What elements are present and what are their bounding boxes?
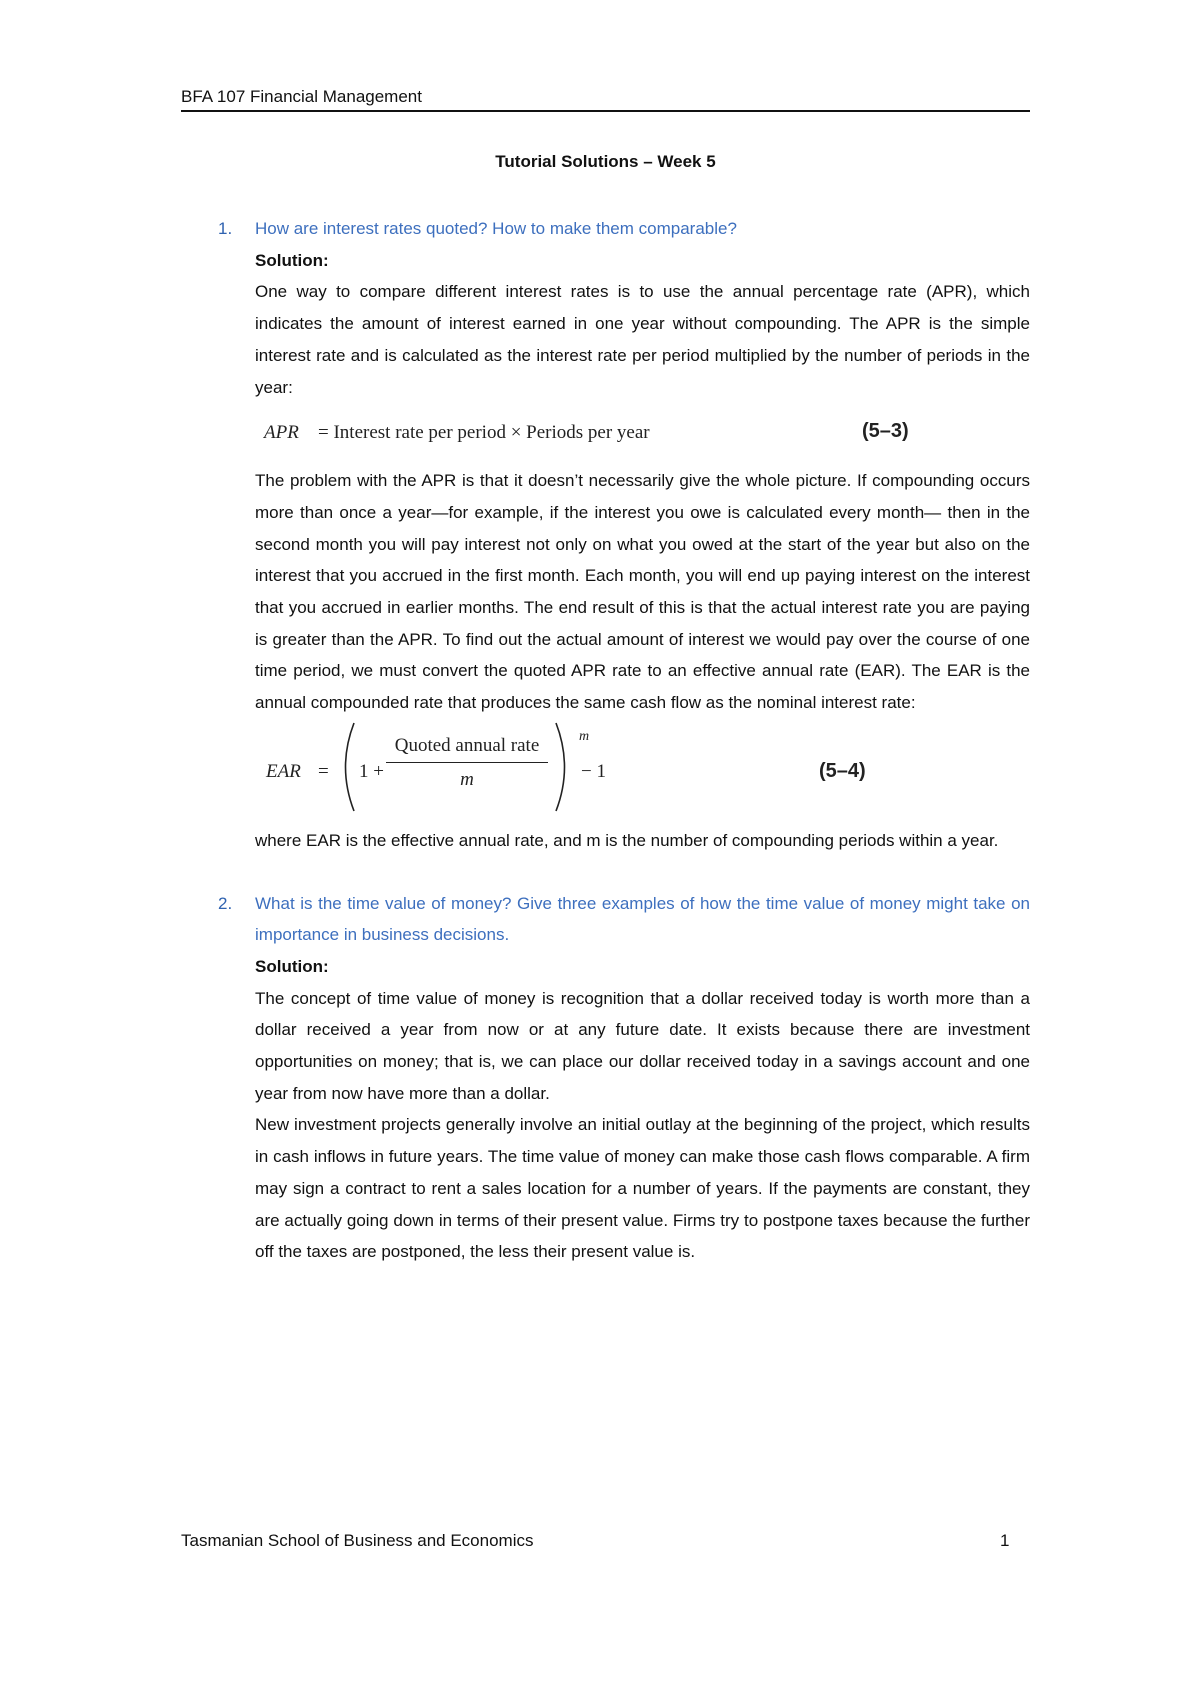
question-1	[181, 213, 1030, 857]
formula-ear	[255, 721, 1030, 821]
formula-minus-one: − 1	[581, 760, 606, 782]
header-rule	[181, 110, 1030, 112]
formula-one-plus: 1 +	[359, 760, 384, 782]
solution-paragraph: New investment projects generally involve an initial outlay at the beginning of the project, which results in cash inflows in future years. The time value of money can make those cash flows comparable. A firm may sign a contract to rent a sales location for a number of years. If the payments are constant, they are actually going down in terms of their present value. Firms try to postpone taxes because the further off the taxes are postponed, the less their present value is.	[255, 1115, 1030, 1262]
formula-tag: (5–3)	[862, 420, 909, 443]
formula-rhs: = Interest rate per period × Periods per year	[318, 422, 650, 444]
formula-apr	[255, 409, 1030, 459]
page-number: 1	[1000, 1531, 1010, 1550]
solution-label: Solution:	[255, 956, 329, 976]
solution-paragraph: where EAR is the effective annual rate, and m is the number of compounding periods within a year.	[255, 830, 999, 850]
question-2	[181, 888, 1030, 1268]
solution-paragraph: One way to compare different interest rates is to use the annual percentage rate (APR), which indicates the amount of interest earned in one year without compounding. The APR is the simple interest rate and is calculated as the interest rate per period multiplied by the number of periods in the year:	[255, 282, 1030, 397]
formula-lhs: EAR	[266, 760, 301, 782]
solution-label: Solution:	[255, 250, 329, 270]
fraction-numerator: Quoted annual rate	[386, 735, 548, 763]
right-parenthesis-icon	[551, 721, 575, 813]
document-body	[181, 213, 1030, 1268]
section-spacer	[181, 857, 1030, 888]
formula-tag: (5–4)	[819, 759, 866, 782]
page-footer: Tasmanian School of Business and Economics	[181, 1531, 534, 1550]
solution-paragraph: The concept of time value of money is recognition that a dollar received today is worth more than a dollar received a year from now or at any future date. It exists because there are investment opportunities on money; that is, we can place our dollar received today in a savings account and one year from now have more than a dollar.	[255, 988, 1030, 1103]
question-number: 1.	[218, 219, 233, 238]
formula-exponent: m	[579, 728, 590, 744]
formula-equals: =	[318, 760, 329, 782]
fraction-denominator: m	[460, 768, 474, 790]
solution-paragraph: The problem with the APR is that it doesn’t necessarily give the whole picture. If compounding occurs more than once a year—for example, if the interest you owe is calculated every month— then in the second month you will pay interest not only on what you owed at the start of the year but also on the interest that you accrued in the first month. Each month, you will end up paying interest on the interest that you accrued in earlier months. The end result of this is that the actual interest rate you are paying is greater than the APR. To find out the actual amount of interest we would pay over the course of one time period, we must convert the quoted APR rate to an effective annual rate (EAR). The EAR is the annual compounded rate that produces the same cash flow as the nominal interest rate:	[255, 471, 1030, 713]
document-title: Tutorial Solutions – Week 5	[495, 152, 716, 171]
formula-lhs: APR	[264, 422, 299, 444]
question-text: How are interest rates quoted? How to make them comparable?	[255, 219, 737, 238]
left-parenthesis-icon	[335, 721, 359, 813]
question-number: 2.	[218, 893, 233, 913]
page-header: BFA 107 Financial Management	[181, 87, 422, 106]
formula-fraction	[386, 735, 548, 791]
question-text: What is the time value of money? Give three examples of how the time value of money might take on importance in business decisions.	[255, 893, 1030, 945]
